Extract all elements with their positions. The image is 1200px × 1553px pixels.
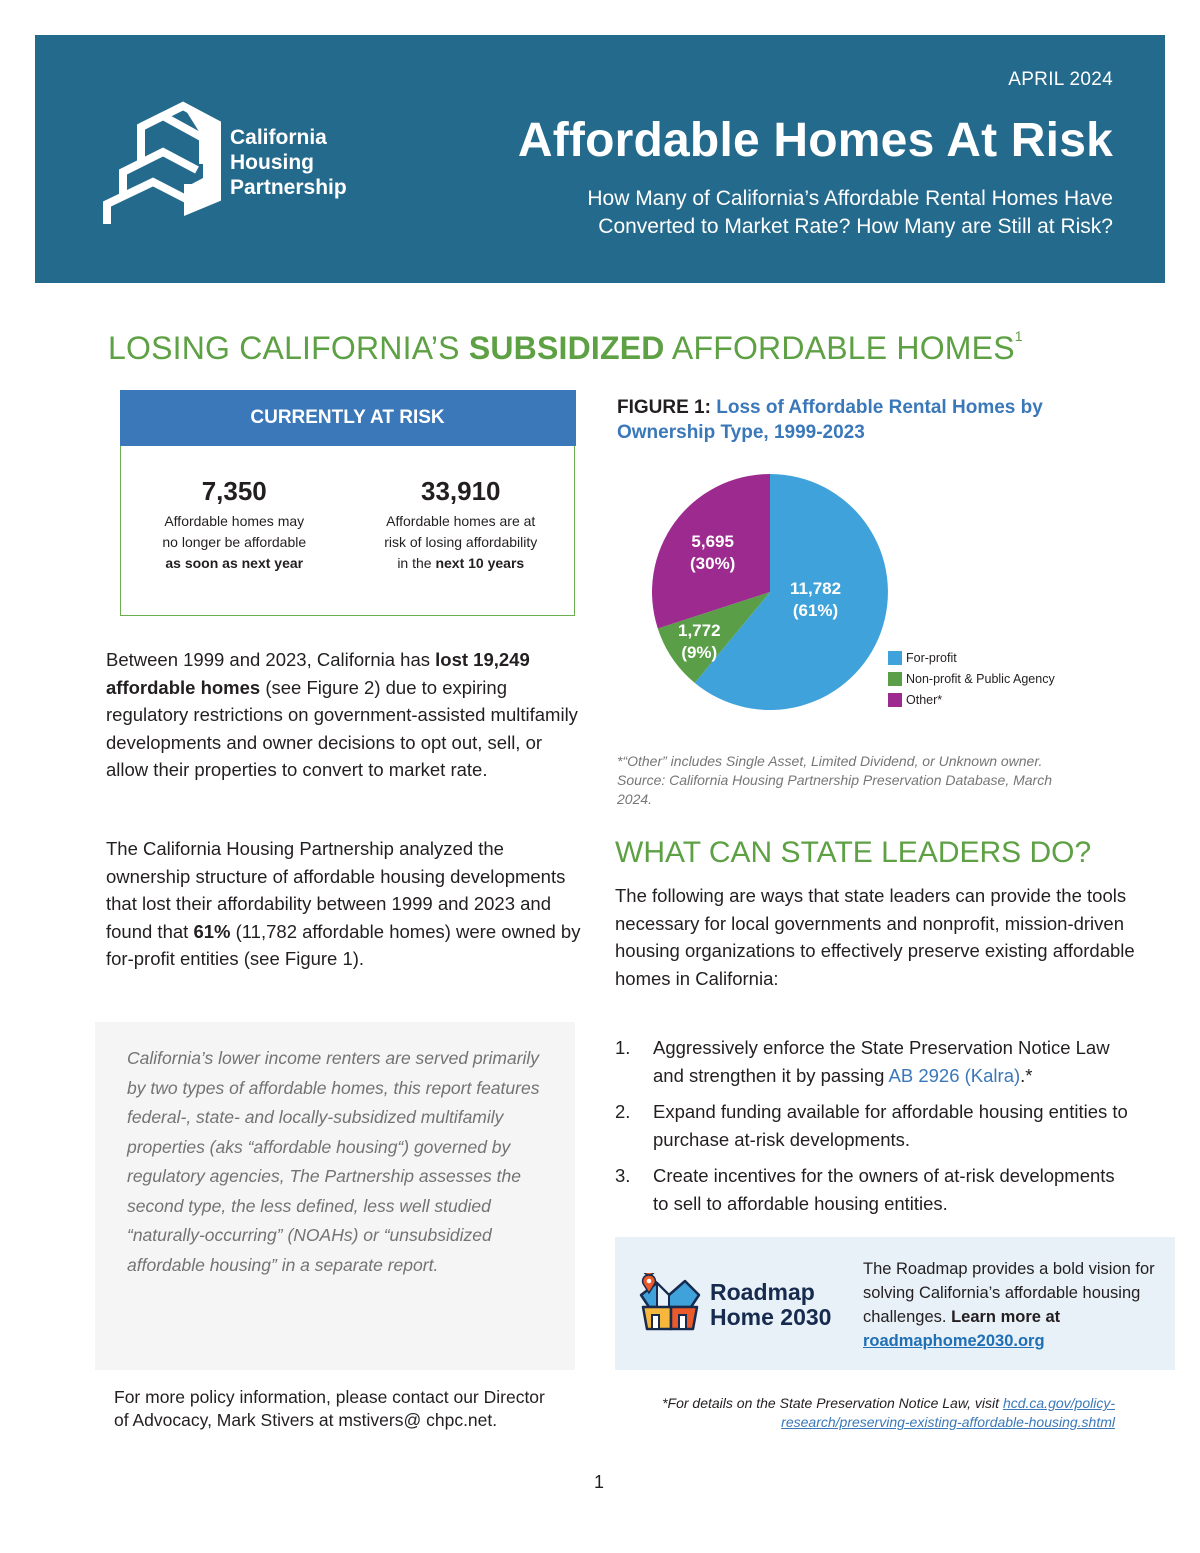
paragraph-ownership: The California Housing Partnership analyzed the ownership structure of affordable housing developments that lost their affordability between 1999 and 2023 and found that 61% (11,782 affordable homes) were owned by for-profit entities (see Figure 1).	[106, 838, 581, 969]
report-date: APRIL 2024	[1008, 69, 1113, 90]
leaders-intro: The following are ways that state leaders can provide the tools necessary for local governments and nonprofit, mission-driven housing organizations to effectively preserve existing affordable homes in California:	[615, 885, 1135, 989]
figure-title: FIGURE 1: Loss of Affordable Rental Homes by Ownership Type, 1999-2023	[617, 397, 1043, 443]
header-banner	[35, 35, 1165, 283]
report-title: Affordable Homes At Risk	[517, 114, 1113, 167]
risk-card-heading: CURRENTLY AT RISK	[120, 390, 576, 446]
pie-label-for-profit: 11,782 (61%)	[790, 579, 842, 620]
recommendations-list	[615, 1034, 1135, 1226]
pie-label-non-profit: 1,772 (9%)	[678, 621, 721, 662]
stat-next-10-years	[361, 476, 561, 574]
report-subtitle: How Many of California’s Affordable Rental Homes Have Converted to Market Rate? How Many are Still at Risk?	[587, 187, 1113, 238]
footnote: *For details on the State Preservation Notice Law, visit hcd.ca.gov/policy-research/preserving-existing-affordable-housing.shtml	[662, 1395, 1115, 1430]
legend-item-other: Other*	[888, 689, 1055, 710]
legend-item-for-profit: For-profit	[888, 647, 1055, 668]
chart-legend	[888, 647, 1055, 710]
hcd-link[interactable]: hcd.ca.gov/policy-research/preserving-existing-affordable-housing.shtml	[781, 1395, 1115, 1430]
pie-label-other: 5,695 (30%)	[690, 532, 736, 573]
list-item: 1. Aggressively enforce the State Preservation Notice Law and strengthen it by passing AB 2926 (Kalra).*	[615, 1037, 1110, 1086]
legend-item-non-profit: Non-profit & Public Agency	[888, 668, 1055, 689]
paragraph-losses: Between 1999 and 2023, California has lost 19,249 affordable homes (see Figure 2) due to expiring regulatory restrictions on government-assisted multifamily developments and owner decisions to opt out, sell, or allow their properties to convert to market rate.	[106, 649, 578, 780]
stat-value: 33,910	[420, 475, 501, 506]
note-box	[95, 1022, 575, 1370]
stat-description: Affordable homes are at risk of losing affordability in the next 10 years	[384, 512, 538, 571]
stat-description: Affordable homes may no longer be affordable as soon as next year	[162, 512, 307, 571]
list-item: 3. Create incentives for the owners of at-risk developments to sell to affordable housing entities.	[615, 1165, 1115, 1214]
pie-chart	[652, 474, 888, 710]
chpc-logo-icon	[93, 92, 223, 232]
swatch-icon	[888, 693, 902, 707]
roadmap-callout	[615, 1237, 1175, 1370]
org-name: California Housing Partnership	[230, 126, 347, 199]
roadmap-name: Roadmap Home 2030	[710, 1279, 832, 1330]
roadmap-text: The Roadmap provides a bold vision for solving California’s affordable housing challenges. Learn more at roadmaphome2030.org	[863, 1260, 1155, 1350]
roadmap-house-icon	[635, 1273, 705, 1331]
section-heading-leaders: WHAT CAN STATE LEADERS DO?	[615, 836, 1092, 869]
section-heading-losing: LOSING CALIFORNIA’S SUBSIDIZED AFFORDABLE HOMES$^1$	[108, 328, 1023, 366]
note-text: California’s lower income renters are served primarily by two types of affordable homes, this report features federal-, state- and locally-subsidized multifamily properties (aks “affordable housing“) governed by regulatory agencies, The Partnership assesses the second type, the less defined, less well studied “naturally-occurring” (NOAHs) or “unsubsidized affordable housing” in a separate report.	[127, 1048, 540, 1275]
swatch-icon	[888, 651, 902, 665]
swatch-icon	[888, 672, 902, 686]
list-item: 2. Expand funding available for affordable housing entities to purchase at-risk developments.	[615, 1101, 1128, 1150]
stat-value: 7,350	[201, 475, 267, 506]
figure-note: *“Other” includes Single Asset, Limited Dividend, or Unknown owner. Source: California Housing Partnership Preservation Database, March 2024.	[617, 753, 1052, 807]
contact-info: For more policy information, please contact our Director of Advocacy, Mark Stivers at mstivers@ chpc.net.	[114, 1387, 545, 1430]
currently-at-risk-card	[120, 390, 575, 616]
footnote-ref: 1	[1014, 328, 1023, 344]
page-number: 1	[594, 1472, 605, 1492]
ab-2926-link[interactable]: AB 2926 (Kalra)	[888, 1064, 1021, 1086]
roadmap-link[interactable]: roadmaphome2030.org	[863, 1332, 1045, 1350]
stat-next-year	[134, 476, 334, 574]
